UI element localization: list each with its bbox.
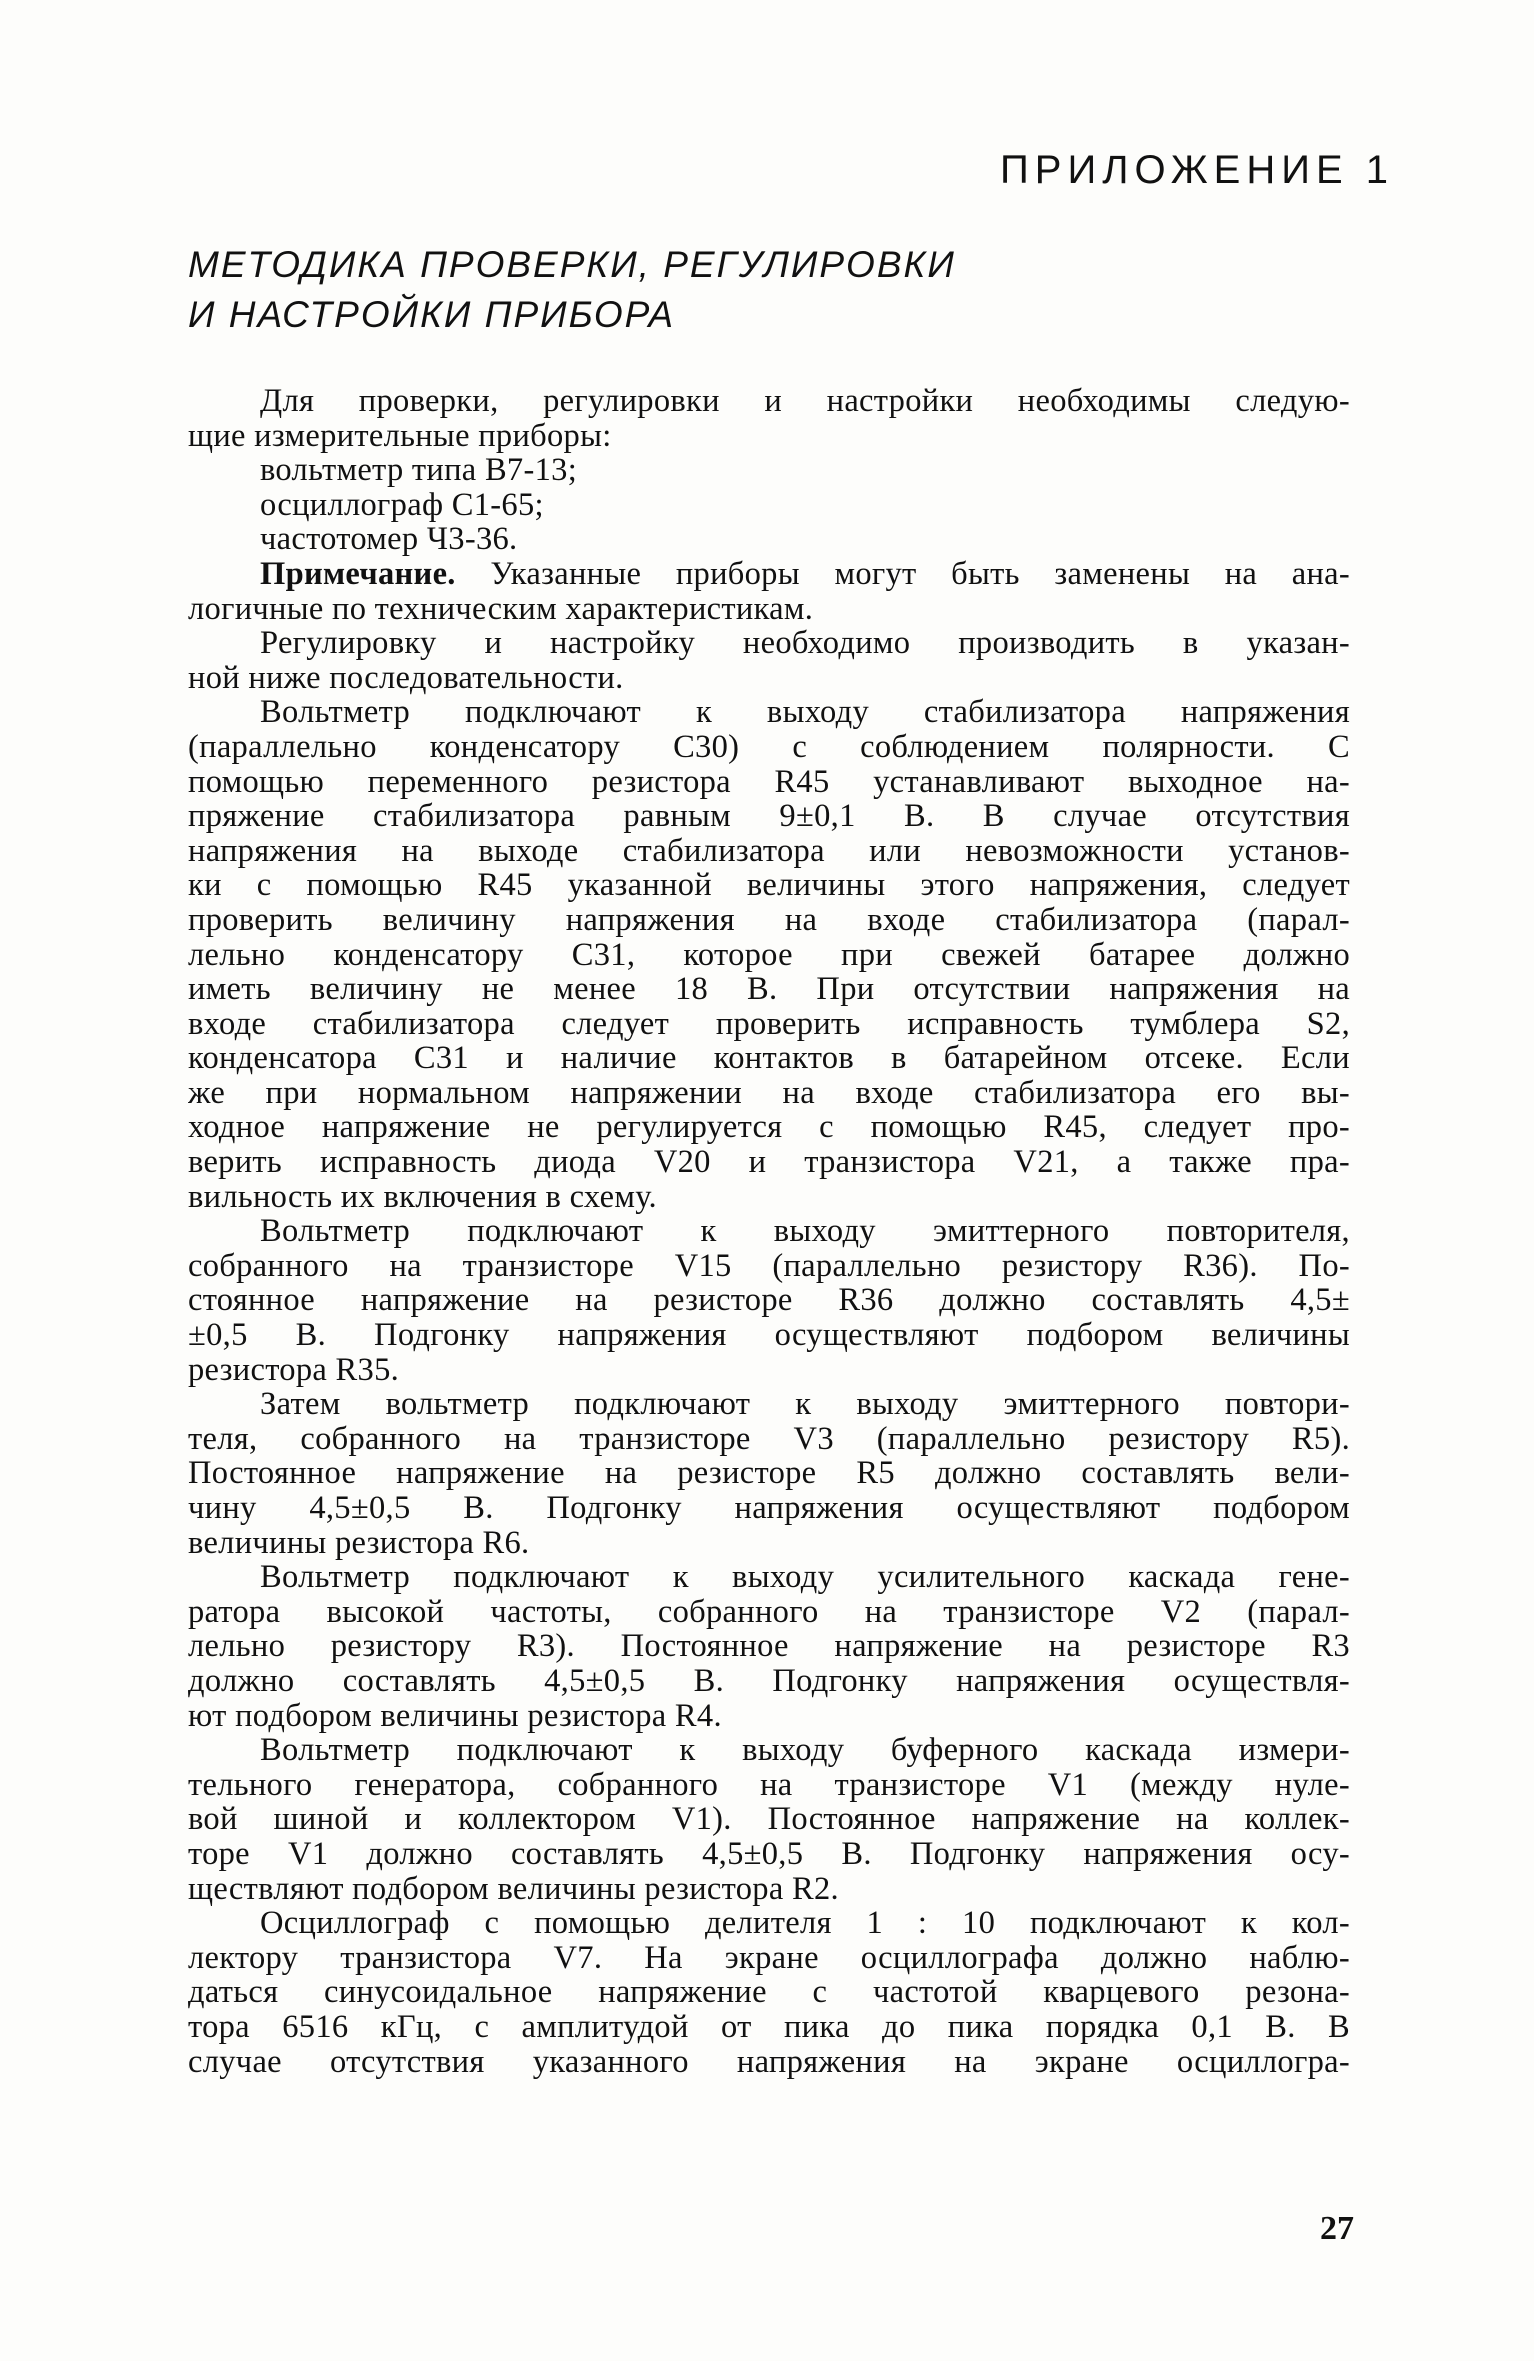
text-line: теля, собранного на транзисторе V3 (параллельно резистору R5). (188, 1421, 1350, 1457)
appendix-label: ПРИЛОЖЕНИЕ 1 (1000, 148, 1394, 192)
text-line: лельно резистору R3). Постоянное напряжение на резисторе R3 (188, 1629, 1350, 1664)
text-line: же при нормальном напряжении на входе стабилизатора его вы- (188, 1075, 1350, 1111)
text-line: тора 6516 кГц, с амплитудой от пика до пика порядка 0,1 В. В (188, 2009, 1350, 2045)
text-line: иметь величину не менее 18 В. При отсутствии напряжения на (188, 972, 1350, 1007)
text-line: вольтметр типа В7-13; (260, 453, 578, 488)
text-line: Вольтметр подключают к выходу буферного каскада измери- (260, 1733, 1350, 1768)
text-line: стоянное напряжение на резисторе R36 должно составлять 4,5± (188, 1283, 1350, 1319)
text-line: частотомер Ч3-36. (260, 522, 518, 557)
text-line-content: Указанные приборы могут быть заменены на ана- (455, 556, 1350, 592)
text-line: вильность их включения в схему. (188, 1179, 657, 1215)
text-line: конденсатора С31 и наличие контактов в батарейном отсеке. Если (188, 1041, 1350, 1076)
text-line: пряжение стабилизатора равным 9±0,1 В. В случае отсутствия (188, 799, 1350, 834)
text-line: верить исправность диода V20 и транзистора V21, а также пра- (188, 1145, 1350, 1180)
text-line: чину 4,5±0,5 В. Подгонку напряжения осуществляют подбором (188, 1491, 1350, 1526)
text-line: ратора высокой частоты, собранного на транзисторе V2 (парал- (188, 1594, 1350, 1630)
text-line: ±0,5 В. Подгонку напряжения осуществляют подбором величины (188, 1318, 1350, 1353)
text-line: вой шиной и коллектором V1). Постоянное напряжение на коллек- (188, 1802, 1350, 1837)
section-title-line-1: МЕТОДИКА ПРОВЕРКИ, РЕГУЛИРОВКИ (188, 244, 956, 285)
text-line (188, 557, 1350, 592)
text-line: Постоянное напряжение на резисторе R5 должно составлять вели- (188, 1456, 1350, 1491)
text-line: помощью переменного резистора R45 устанавливают выходное на- (188, 764, 1350, 800)
text-line: Вольтметр подключают к выходу эмиттерного повторителя, (260, 1214, 1350, 1249)
text-line: ходное напряжение не регулируется с помощью R45, следует про- (188, 1110, 1350, 1146)
text-line: тельного генератора, собранного на транзисторе V1 (между нуле- (188, 1767, 1350, 1803)
text-line: собранного на транзисторе V15 (параллельно резистору R36). По- (188, 1248, 1350, 1284)
text-line: напряжения на выходе стабилизатора или невозможности установ- (188, 833, 1350, 869)
text-line: Регулировку и настройку необходимо производить в указан- (260, 626, 1350, 661)
text-line: осциллограф С1-65; (260, 487, 544, 523)
text-line: случае отсутствия указанного напряжения на экране осциллогра- (188, 2044, 1350, 2080)
page-number: 27 (1320, 2210, 1354, 2247)
text-line: величины резистора R6. (188, 1525, 530, 1561)
text-line: Затем вольтметр подключают к выходу эмиттерного повтори- (260, 1387, 1350, 1422)
text-line: ществляют подбором величины резистора R2. (188, 1871, 839, 1907)
text-line: должно составлять 4,5±0,5 В. Подгонку напряжения осуществля- (188, 1663, 1350, 1699)
text-line: (параллельно конденсатору С30) с соблюдением полярности. С (188, 729, 1350, 765)
text-line: лектору транзистора V7. На экране осциллографа должно наблю- (188, 1940, 1350, 1976)
text-line: ной ниже последовательности. (188, 660, 624, 696)
text-line: лельно конденсатору С31, которое при свежей батарее должно (188, 937, 1350, 973)
text-line: щие измерительные приборы: (188, 418, 612, 454)
text-line: резистора R35. (188, 1352, 400, 1388)
text-line: Осциллограф с помощью делителя 1 : 10 подключают к кол- (260, 1906, 1350, 1941)
text-line: проверить величину напряжения на входе стабилизатора (парал- (188, 902, 1350, 938)
text-line: ют подбором величины резистора R4. (188, 1698, 722, 1734)
text-line: ки с помощью R45 указанной величины этого напряжения, следует (188, 868, 1350, 903)
text-line: даться синусоидальное напряжение с частотой кварцевого резона- (188, 1975, 1350, 2010)
text-line: Вольтметр подключают к выходу усилительного каскада гене- (260, 1560, 1350, 1595)
text-line: логичные по техническим характеристикам. (188, 591, 814, 627)
section-title (188, 240, 956, 340)
text-line: Вольтметр подключают к выходу стабилизатора напряжения (260, 695, 1350, 730)
body-text (188, 384, 1350, 2079)
text-line: входе стабилизатора следует проверить исправность тумблера S2, (188, 1006, 1350, 1042)
text-line: Для проверки, регулировки и настройки необходимы следую- (260, 384, 1350, 419)
note-label: Примечание. (260, 556, 456, 592)
section-title-line-2: И НАСТРОЙКИ ПРИБОРА (188, 294, 676, 335)
text-line: торе V1 должно составлять 4,5±0,5 В. Подгонку напряжения осу- (188, 1836, 1350, 1872)
